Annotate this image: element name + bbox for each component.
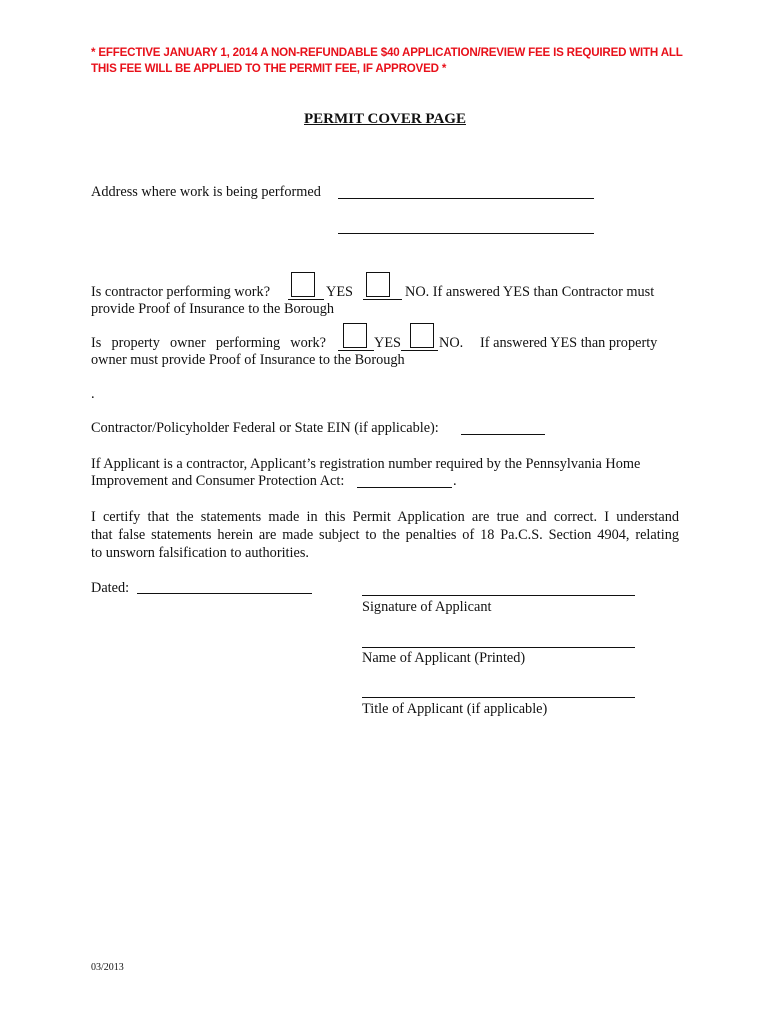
contractor-yes-label: YES xyxy=(326,284,354,300)
contractor-question: Is contractor performing work? xyxy=(91,284,271,300)
owner-no-line xyxy=(401,350,438,351)
owner-no-label: NO. xyxy=(439,335,464,351)
owner-yes-checkbox[interactable] xyxy=(343,323,367,348)
owner-yes-label: YES xyxy=(374,335,402,351)
fee-notice-line-2: THIS FEE WILL BE APPLIED TO THE PERMIT FEE, IF APPROVED * xyxy=(91,62,447,75)
certify-line-2: that false statements herein are made subject to the penalties of 18 Pa.C.S. Section 4904, relating xyxy=(91,527,679,543)
registration-number-field[interactable] xyxy=(357,487,452,488)
owner-note-tail: If answered YES than property xyxy=(480,335,658,351)
address-field-line-1[interactable] xyxy=(338,198,594,199)
certify-line-1: I certify that the statements made in this Permit Application are true and correct. I understand xyxy=(91,509,679,525)
address-field-line-2[interactable] xyxy=(338,233,594,234)
signature-line[interactable] xyxy=(362,595,635,596)
title-applicant-label: Title of Applicant (if applicable) xyxy=(362,701,548,717)
signature-label: Signature of Applicant xyxy=(362,599,492,615)
title-line[interactable] xyxy=(362,697,635,698)
ein-field[interactable] xyxy=(461,434,545,435)
footer-date: 03/2013 xyxy=(91,962,124,973)
name-label: Name of Applicant (Printed) xyxy=(362,650,526,666)
registration-line-2: Improvement and Consumer Protection Act: xyxy=(91,473,345,489)
ein-label: Contractor/Policyholder Federal or State EIN (if applicable): xyxy=(91,420,439,436)
registration-line-1: If Applicant is a contractor, Applicant’s registration number required by the Pennsylvania Home xyxy=(91,456,641,472)
fee-notice-line-1: * EFFECTIVE JANUARY 1, 2014 A NON-REFUNDABLE $40 APPLICATION/REVIEW FEE IS REQUIRED WITH ALL xyxy=(91,46,683,59)
certify-line-3: to unsworn falsification to authorities. xyxy=(91,545,309,561)
dated-label: Dated: xyxy=(91,580,130,596)
contractor-yes-checkbox[interactable] xyxy=(291,272,315,297)
address-label: Address where work is being performed xyxy=(91,184,321,200)
contractor-no-checkbox[interactable] xyxy=(366,272,390,297)
contractor-no-label: NO. If answered YES than Contractor must xyxy=(405,284,655,300)
owner-no-checkbox[interactable] xyxy=(410,323,434,348)
owner-question: Is property owner performing work? xyxy=(91,335,326,351)
owner-note: owner must provide Proof of Insurance to the Borough xyxy=(91,352,405,368)
stray-period: . xyxy=(91,386,95,402)
contractor-note: provide Proof of Insurance to the Borough xyxy=(91,301,334,317)
dated-field[interactable] xyxy=(137,593,312,594)
name-line[interactable] xyxy=(362,647,635,648)
contractor-no-line xyxy=(363,299,402,300)
page-title: PERMIT COVER PAGE xyxy=(304,111,466,127)
registration-end: . xyxy=(453,473,457,489)
